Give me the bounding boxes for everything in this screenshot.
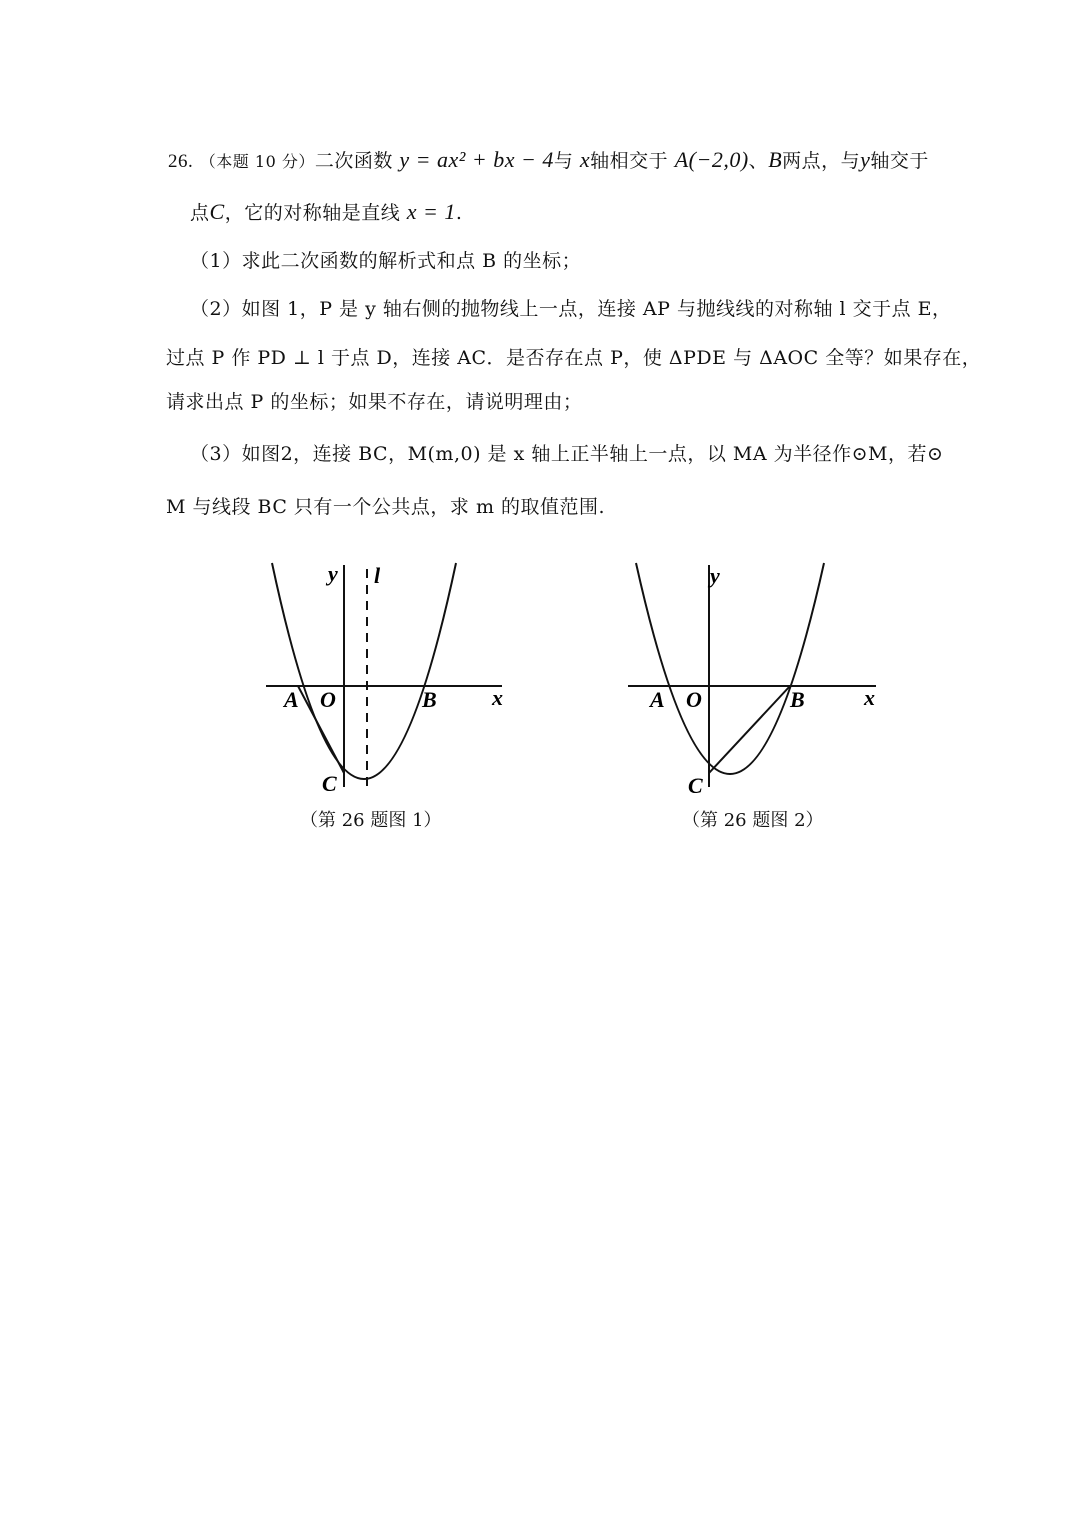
text-period: . — [455, 202, 463, 224]
problem-points: （本题 10 分） — [199, 152, 315, 171]
label-c: C — [322, 771, 337, 795]
text-axis-meet: 轴交于 — [870, 150, 929, 172]
question-3-line-1: （3）如图2，连接 BC，M(m,0) 是 x 轴上正半轴上一点，以 MA 为半径作⊙M，若⊙ — [190, 443, 944, 465]
figure-1 — [240, 555, 530, 795]
label-x: x — [492, 685, 503, 710]
label-b: B — [790, 687, 805, 712]
problem-line-1 — [168, 146, 929, 173]
label-b: B — [422, 687, 437, 712]
figure-2-graph — [600, 555, 890, 795]
figure-1-graph — [240, 555, 530, 795]
text-quadratic: 二次函数 — [314, 150, 393, 172]
text-two-points: 两点，与 — [782, 150, 861, 172]
text-comma: 、 — [748, 150, 769, 172]
figure-1-caption: （第 26 题图 1） — [300, 810, 442, 831]
text-intersect: 轴相交于 — [590, 150, 669, 172]
question-1: （1）求此二次函数的解析式和点 B 的坐标； — [190, 250, 582, 272]
label-y: y — [328, 561, 338, 586]
label-o: O — [686, 687, 702, 712]
parabola — [272, 563, 456, 779]
label-l: l — [374, 563, 381, 588]
question-3-line-2: M 与线段 BC 只有一个公共点，求 m 的取值范围. — [166, 496, 606, 518]
point-a: A(−2,0) — [674, 147, 749, 172]
question-2-line-1: （2）如图 1，P 是 y 轴右侧的抛物线上一点，连接 AP 与抛线线的对称轴 l 交于点 E， — [190, 298, 952, 320]
label-a: A — [650, 687, 665, 712]
text-with: 与 — [553, 150, 574, 172]
point-c: C — [209, 199, 225, 224]
label-a: A — [284, 687, 299, 712]
segment-bc — [709, 686, 790, 773]
text-point: 点 — [190, 202, 210, 224]
text-symmetry-axis: ，它的对称轴是直线 — [224, 202, 401, 224]
label-o: O — [320, 687, 336, 712]
label-c: C — [688, 773, 703, 795]
figure-2-caption: （第 26 题图 2） — [682, 810, 824, 831]
question-2-line-2: 过点 P 作 PD ⊥ l 于点 D，连接 AC．是否存在点 P，使 ΔPDE 与 ΔAOC 全等？如果存在， — [166, 347, 982, 369]
question-2-line-3: 请求出点 P 的坐标；如果不存在，请说明理由； — [166, 391, 583, 413]
problem-number: 26. — [168, 151, 194, 172]
var-y: y — [860, 147, 871, 172]
figure-2 — [600, 555, 890, 795]
problem-line-2 — [190, 198, 462, 225]
label-x: x — [864, 685, 875, 710]
parabola — [636, 563, 824, 774]
var-x: x — [579, 147, 591, 172]
axis-equation: x = 1 — [406, 199, 456, 224]
label-y: y — [710, 563, 720, 588]
equation: y = ax² + bx − 4 — [399, 147, 554, 172]
point-b: B — [768, 147, 783, 172]
